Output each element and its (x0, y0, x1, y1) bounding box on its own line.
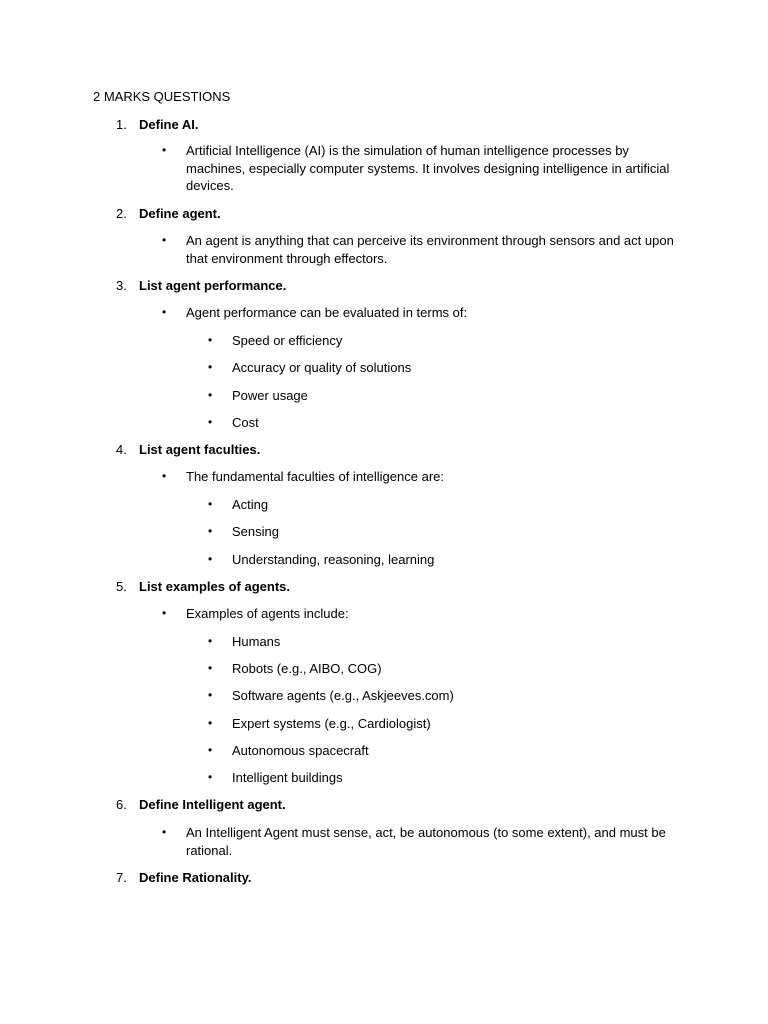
bullet-icon: • (208, 634, 213, 648)
question-text: Define Intelligent agent. (139, 797, 286, 812)
question-number: 5. (116, 579, 127, 594)
answer-text: An Intelligent Agent must sense, act, be autonomous (to some extent), and must be rational. (186, 825, 666, 858)
bullet-icon: • (208, 415, 213, 429)
sub-item-text: Power usage (232, 388, 308, 403)
question-number: 1. (116, 117, 127, 132)
sub-item-text: Understanding, reasoning, learning (232, 552, 435, 567)
answer-text: Examples of agents include: (186, 606, 349, 621)
question-text: Define AI. (139, 117, 199, 132)
question-number: 4. (116, 442, 127, 457)
question-number: 2. (116, 206, 127, 221)
answer-text: The fundamental faculties of intelligence are: (186, 469, 444, 484)
sub-item-text: Speed or efficiency (232, 333, 343, 348)
bullet-icon: • (162, 606, 167, 620)
question-text: List agent faculties. (139, 442, 261, 457)
bullet-icon: • (208, 497, 213, 511)
question-text: List examples of agents. (139, 579, 290, 594)
sub-item-text: Cost (232, 415, 259, 430)
sub-item-text: Humans (232, 634, 281, 649)
question-number: 7. (116, 870, 127, 885)
sub-item-text: Acting (232, 497, 269, 512)
bullet-icon: • (162, 469, 167, 483)
sub-item-text: Expert systems (e.g., Cardiologist) (232, 716, 431, 731)
sub-item-text: Robots (e.g., AIBO, COG) (232, 661, 382, 676)
answer-text: An agent is anything that can perceive its environment through sensors and act upon that environment through effectors. (186, 233, 674, 266)
question-text: Define agent. (139, 206, 221, 221)
sub-item-text: Software agents (e.g., Askjeeves.com) (232, 688, 454, 703)
bullet-icon: • (208, 661, 213, 675)
bullet-icon: • (162, 825, 167, 839)
answer-text: Agent performance can be evaluated in terms of: (186, 305, 468, 320)
bullet-icon: • (208, 716, 213, 730)
question-number: 3. (116, 278, 127, 293)
sub-item-text: Intelligent buildings (232, 770, 343, 785)
sub-item-text: Accuracy or quality of solutions (232, 360, 412, 375)
page-heading: 2 MARKS QUESTIONS (93, 89, 231, 104)
bullet-icon: • (208, 552, 213, 566)
answer-text: Artificial Intelligence (AI) is the simulation of human intelligence processes by machines, especially computer systems. It involves designing intelligence in artificial devices. (186, 143, 670, 193)
bullet-icon: • (208, 688, 213, 702)
bullet-icon: • (208, 770, 213, 784)
bullet-icon: • (208, 333, 213, 347)
bullet-icon: • (208, 743, 213, 757)
bullet-icon: • (162, 143, 167, 157)
bullet-icon: • (208, 360, 213, 374)
question-text: Define Rationality. (139, 870, 252, 885)
sub-item-text: Autonomous spacecraft (232, 743, 369, 758)
bullet-icon: • (208, 388, 213, 402)
bullet-icon: • (208, 524, 213, 538)
question-text: List agent performance. (139, 278, 287, 293)
sub-item-text: Sensing (232, 524, 279, 539)
question-number: 6. (116, 797, 127, 812)
bullet-icon: • (162, 305, 167, 319)
bullet-icon: • (162, 233, 167, 247)
